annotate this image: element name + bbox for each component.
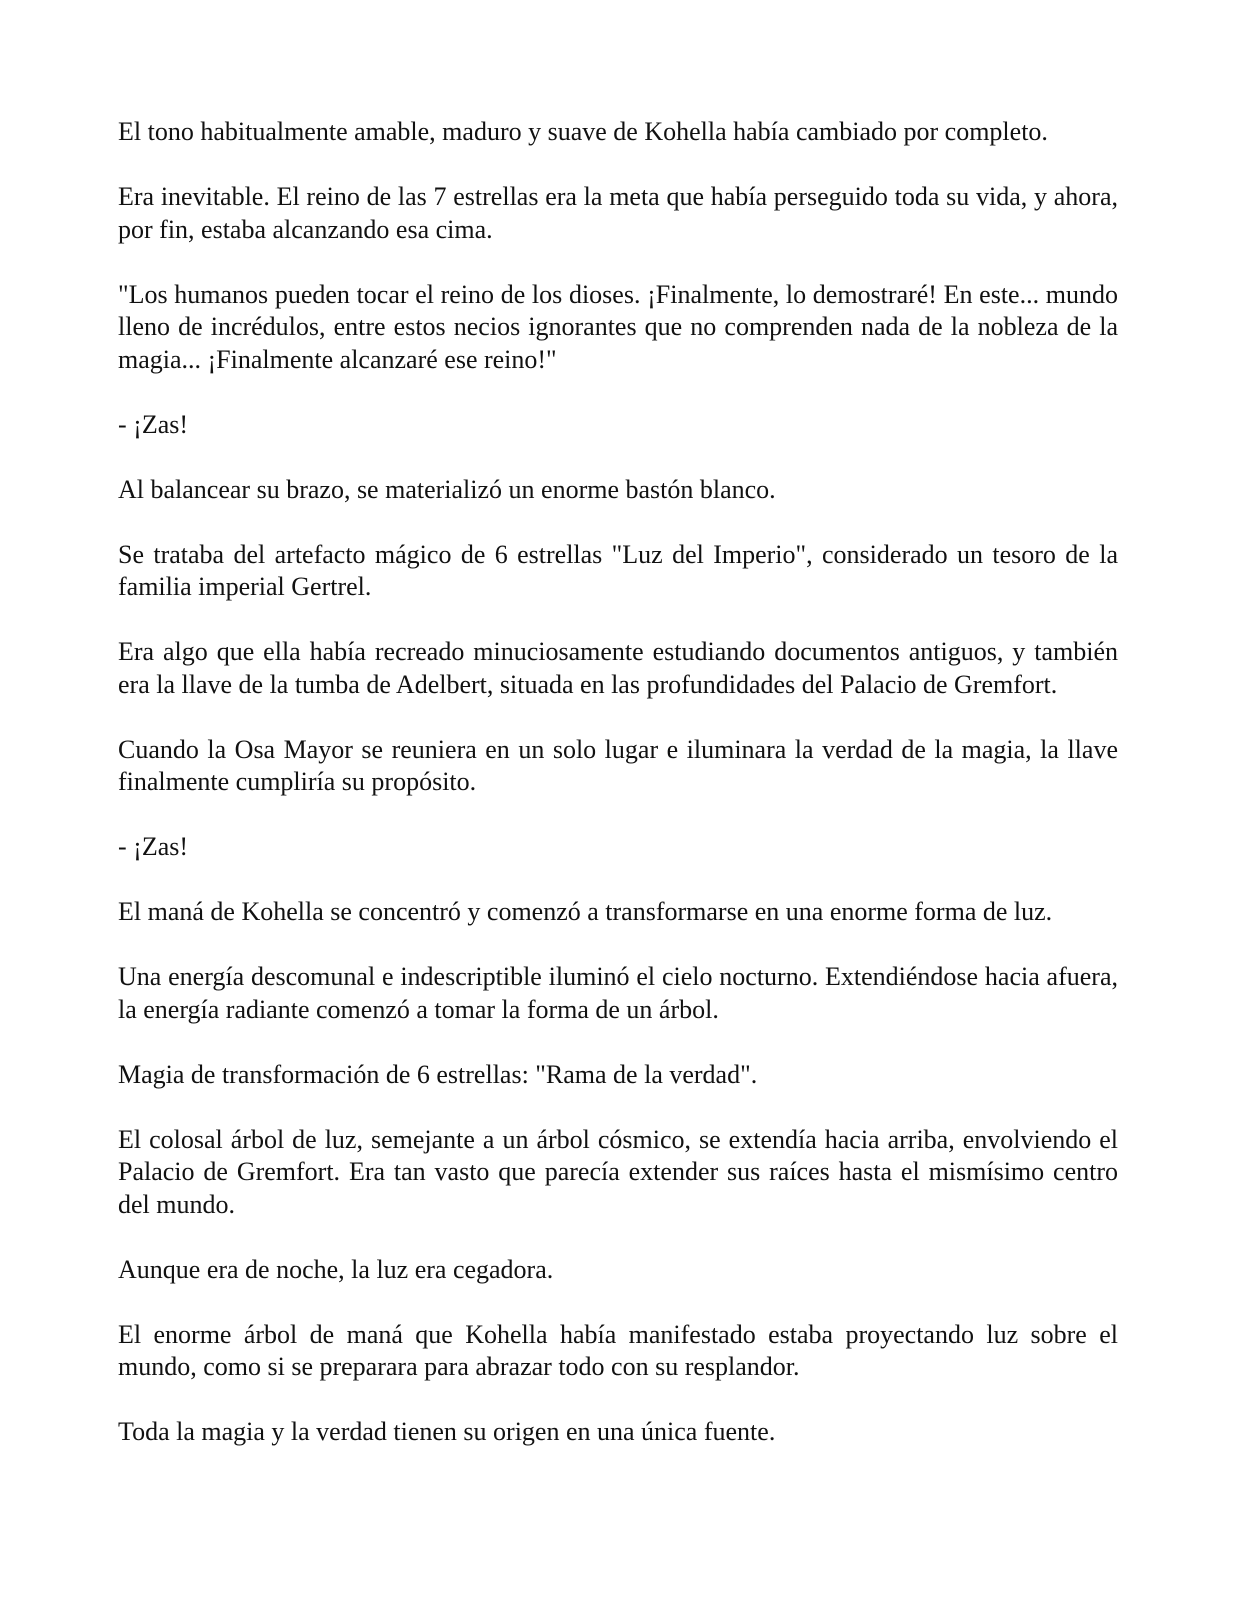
paragraph-16: Toda la magia y la verdad tienen su origen en una única fuente. — [118, 1417, 776, 1446]
paragraph-1: El tono habitualmente amable, maduro y suave de Kohella había cambiado por completo. — [118, 117, 1048, 146]
paragraph-8: Cuando la Osa Mayor se reuniera en un solo lugar e iluminara la verdad de la magia, la llave finalmente cumpliría su propósito. — [118, 734, 1118, 796]
paragraph-6: Se trataba del artefacto mágico de 6 estrellas "Luz del Imperio", considerado un tesoro de la familia imperial Gertrel. — [118, 539, 1118, 601]
paragraph-15: El enorme árbol de maná que Kohella había manifestado estaba proyectando luz sobre el mundo, como si se preparara para abrazar todo con su resplandor. — [118, 1319, 1118, 1381]
paragraph-14: Aunque era de noche, la luz era cegadora. — [118, 1254, 554, 1284]
paragraph-4: - ¡Zas! — [118, 409, 189, 439]
paragraph-2: Era inevitable. El reino de las 7 estrellas era la meta que había perseguido toda su vida, y ahora, por fin, estaba alcanzando esa cima. — [118, 182, 1118, 244]
paragraph-11: Una energía descomunal e indescriptible iluminó el cielo nocturno. Extendiéndose hacia afuera, la energía radiante comenzó a tomar la forma de un árbol. — [118, 962, 1118, 1024]
paragraph-13: El colosal árbol de luz, semejante a un árbol cósmico, se extendía hacia arriba, envolviendo el Palacio de Gremfort. Era tan vasto que parecía extender sus raíces hasta el mismísimo centro del mundo. — [118, 1124, 1118, 1219]
paragraph-12: Magia de transformación de 6 estrellas: "Rama de la verdad". — [118, 1059, 758, 1089]
paragraph-10: El maná de Kohella se concentró y comenzó a transformarse en una enorme forma de luz. — [118, 897, 1053, 926]
paragraph-5: Al balancear su brazo, se materializó un enorme bastón blanco. — [118, 474, 776, 504]
paragraph-9: - ¡Zas! — [118, 832, 189, 861]
paragraph-3: "Los humanos pueden tocar el reino de los dioses. ¡Finalmente, lo demostraré! En este... mundo lleno de incrédulos, entre estos necios ignorantes que no comprenden nada de la nobleza de la magia... ¡Finalmente alcanzaré ese reino!" — [118, 279, 1118, 374]
body-text — [118, 116, 1118, 1449]
paragraph-7: Era algo que ella había recreado minuciosamente estudiando documentos antiguos, y también era la llave de la tumba de Adelbert, situada en las profundidades del Palacio de Gremfort. — [118, 637, 1118, 699]
